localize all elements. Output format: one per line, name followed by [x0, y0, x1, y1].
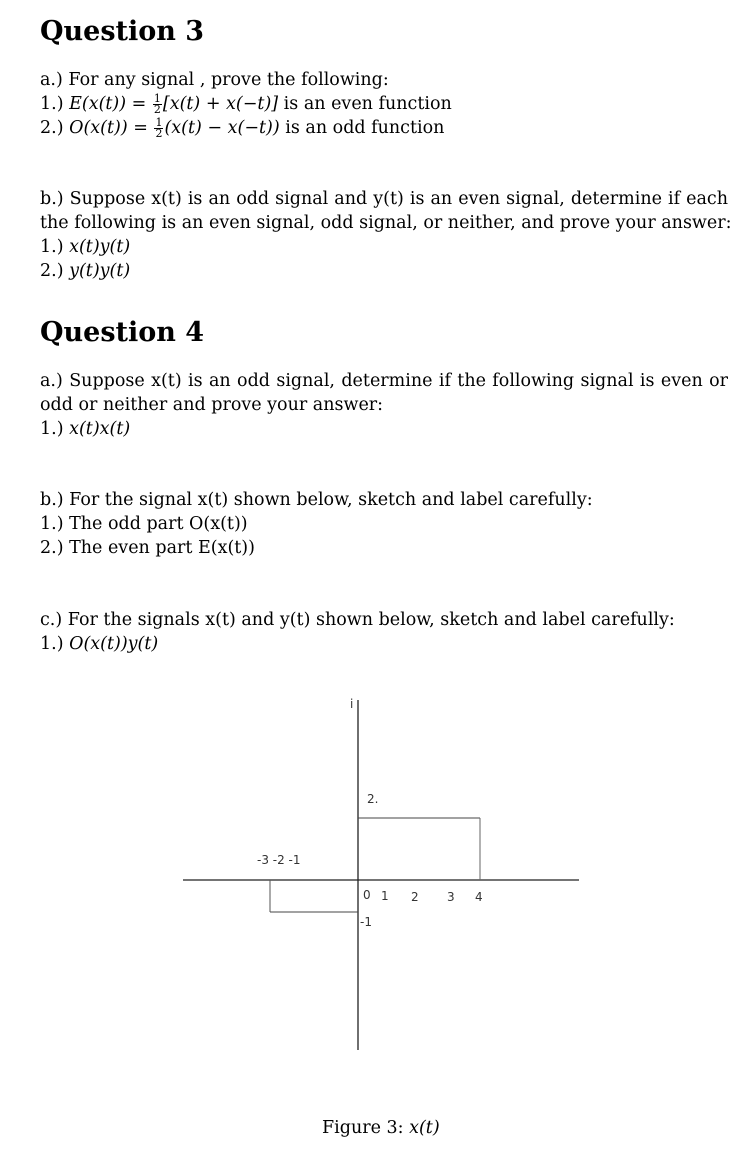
- q3-b2: [40, 259, 130, 283]
- q3-a1-lhs: E(x(t)) =: [69, 94, 152, 114]
- q3-a2-rhs: (x(t) − x(−t)): [164, 118, 280, 138]
- q3-a2-suffix: is an odd function: [279, 118, 445, 138]
- q3-b2-prefix: 2.): [40, 261, 70, 281]
- tick-two-label: 2: [411, 890, 419, 904]
- q4-a1-prefix: 1.): [40, 419, 70, 439]
- q3-a2: [40, 116, 444, 140]
- q3-a2-frac-den: 2: [155, 127, 163, 140]
- tick-three-label: 3: [447, 890, 455, 904]
- q3-a1-fraction: [153, 94, 162, 115]
- level-neg-one-label: -1: [360, 915, 372, 929]
- q3-a1-frac-num: 1: [153, 92, 161, 105]
- q3-a2-fraction: [154, 118, 163, 139]
- q3-a2-lhs: O(x(t)) =: [69, 118, 154, 138]
- q3-a2-prefix: 2.): [40, 118, 70, 138]
- q4-c1: [40, 632, 158, 656]
- q4-c1-expr: O(x(t))y(t): [69, 634, 159, 654]
- q3-b-line1: b.) Suppose x(t) is an odd signal and y(t) is an even signal, determine if each: [40, 189, 728, 209]
- figure-caption-expr: x(t): [409, 1118, 440, 1138]
- figure-caption: [322, 1118, 440, 1138]
- tick-zero-label: 0: [363, 888, 371, 902]
- q4-c-intro: c.) For the signals x(t) and y(t) shown below, sketch and label carefully:: [40, 610, 675, 630]
- q3-b1-prefix: 1.): [40, 237, 70, 257]
- q4-b-intro: b.) For the signal x(t) shown below, sketch and label carefully:: [40, 490, 593, 510]
- q4-a-line1: a.) Suppose x(t) is an odd signal, determine if the following signal is even or: [40, 371, 728, 391]
- figure-caption-prefix: Figure 3:: [322, 1118, 410, 1138]
- q4-a-line2: odd or neither and prove your answer:: [40, 395, 384, 415]
- q3-a-intro: a.) For any signal , prove the following:: [40, 70, 389, 90]
- q3-a1-frac-den: 2: [153, 103, 161, 116]
- question-4-heading: Question 4: [40, 317, 205, 348]
- q4-b1: 1.) The odd part O(x(t)): [40, 514, 248, 534]
- q3-a1-rhs: [x(t) + x(−t)]: [162, 94, 279, 114]
- q4-b2: 2.) The even part E(x(t)): [40, 538, 255, 558]
- q3-b1: [40, 235, 130, 259]
- q3-b-line2: the following is an even signal, odd signal, or neither, and prove your answer:: [40, 213, 732, 233]
- q3-b1-expr: x(t)y(t): [69, 237, 131, 257]
- signal-graph: [170, 690, 590, 1060]
- q3-a1: [40, 92, 452, 116]
- q3-a1-suffix: is an even function: [278, 94, 452, 114]
- q3-a1-prefix: 1.): [40, 94, 70, 114]
- negative-tick-labels: -3 -2 -1: [257, 853, 301, 867]
- q4-c1-prefix: 1.): [40, 634, 70, 654]
- q4-a1-expr: x(t)x(t): [69, 419, 131, 439]
- tick-one-label: 1: [381, 889, 389, 903]
- y-axis-top-label: i: [350, 697, 354, 711]
- q3-a2-frac-num: 1: [155, 116, 163, 129]
- q4-a1: [40, 417, 130, 441]
- q3-b2-expr: y(t)y(t): [69, 261, 131, 281]
- tick-four-label: 4: [475, 890, 483, 904]
- level-two-label: 2.: [367, 792, 379, 806]
- question-3-heading: Question 3: [40, 16, 205, 47]
